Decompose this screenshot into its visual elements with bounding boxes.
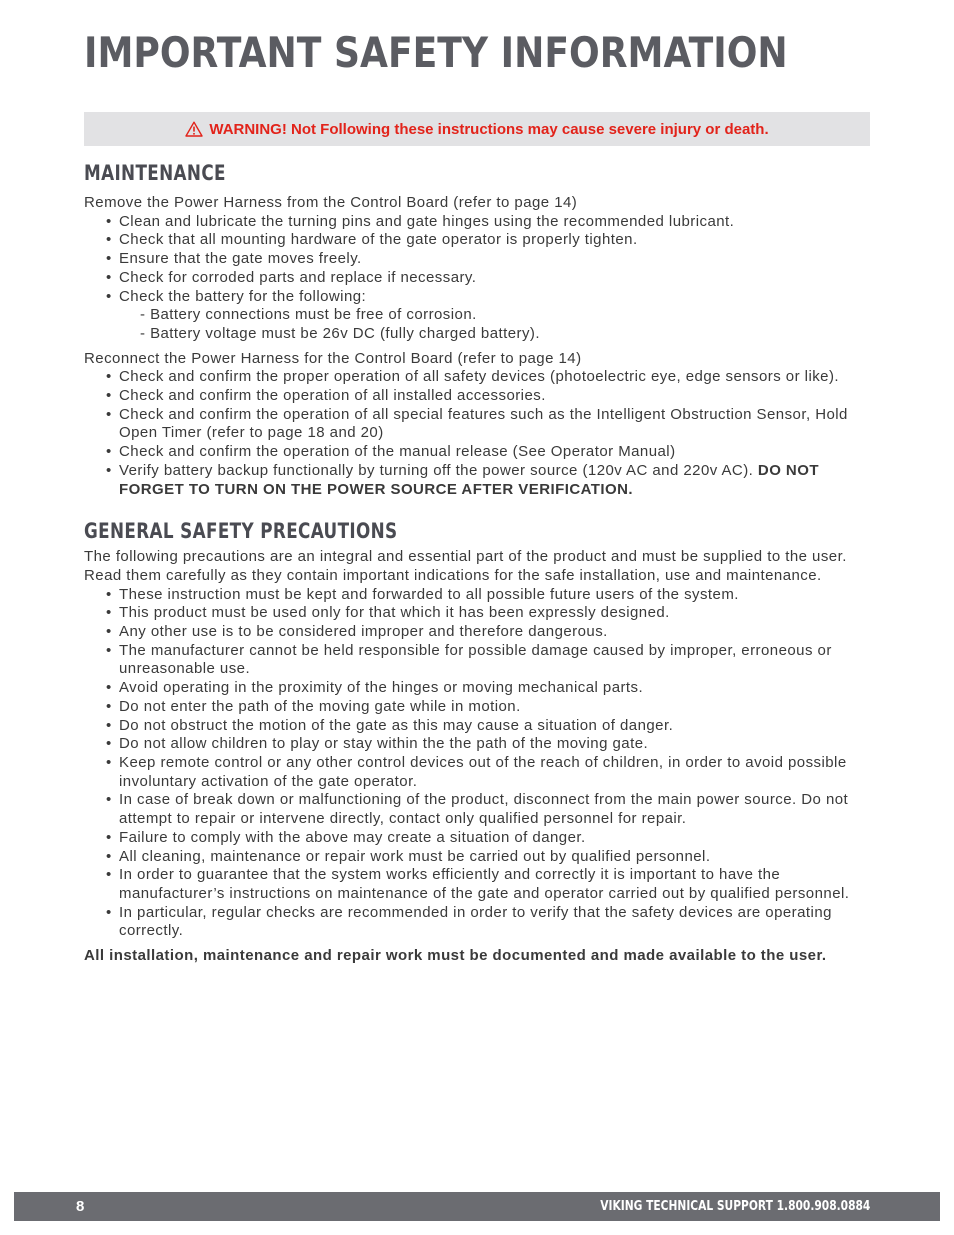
page-number: 8 [76,1198,85,1215]
list-item: • Check and confirm the operation of all special features such as the Intelligent Obstruction Sensor, Hold Open Timer (refer to page 18 and 20) [84,406,874,443]
maintenance-heading: MAINTENANCE [84,161,226,185]
maintenance-intro-remove: Remove the Power Harness from the Control Board (refer to page 14) [84,194,578,211]
footer-bar [14,1192,940,1221]
warning-text: WARNING! Not Following these instructions may cause severe injury or death. [209,120,769,138]
power-source-reminder: DO NOT FORGET TO TURN ON THE POWER SOURCE AFTER VERIFICATION. [119,461,819,498]
list-item: • Check that all mounting hardware of the gate operator is properly tighten. [84,231,874,250]
battery-sub-item: - Battery voltage must be 26v DC (fully charged battery). [140,324,540,342]
warning-triangle-icon [185,121,203,137]
list-item: • Check the battery for the following: [84,288,874,307]
support-contact: VIKING TECHNICAL SUPPORT 1.800.908.0884 [599,1199,870,1214]
list-item: • Check for corroded parts and replace if necessary. [84,269,874,288]
list-item: • In particular, regular checks are recommended in order to verify that the safety devices are operating correctly. [84,904,874,941]
list-item: • Do not enter the path of the moving gate while in motion. [84,698,874,717]
list-item: • Do not obstruct the motion of the gate as this may cause a situation of danger. [84,717,874,736]
maintenance-list-1 [84,213,874,344]
list-item: • Any other use is to be considered improper and therefore dangerous. [84,623,874,642]
maintenance-list-2 [84,368,874,499]
warning-banner [84,112,870,146]
general-precautions-list [84,586,874,941]
maintenance-intro-reconnect: Reconnect the Power Harness for the Control Board (refer to page 14) [84,349,582,367]
list-item: • Failure to comply with the above may create a situation of danger. [84,829,874,848]
battery-backup-text: Verify battery backup functionally by turning off the power source (120v AC and 220v AC). [119,461,754,479]
list-item: • Do not allow children to play or stay within the the path of the moving gate. [84,735,874,754]
list-item: • All cleaning, maintenance or repair work must be carried out by qualified personnel. [84,848,874,867]
list-item: • In case of break down or malfunctioning of the product, disconnect from the main power source. Do not attempt to repair or intervene directly, contact only qualified personnel for repair. [84,791,874,828]
list-item: • Ensure that the gate moves freely. [84,250,874,269]
page-title: IMPORTANT SAFETY INFORMATION [84,28,788,77]
general-intro: The following precautions are an integral and essential part of the product and must be supplied to the user. Read them carefully as they contain important indications for the safe installation, use and maintenance. [84,548,847,584]
list-item-battery-backup [84,462,874,499]
list-item: • Check and confirm the operation of the manual release (See Operator Manual) [84,443,874,462]
list-item: • In order to guarantee that the system works efficiently and correctly it is important to have the manufacturer’s instructions on maintenance of the gate and operator carried out by qualified personnel. [84,866,874,903]
list-item: • These instruction must be kept and forwarded to all possible future users of the system. [84,586,874,605]
general-precautions-heading: GENERAL SAFETY PRECAUTIONS [84,519,398,544]
list-item: • Check and confirm the proper operation of all safety devices (photoelectric eye, edge sensors or like). [84,368,874,387]
closing-statement: All installation, maintenance and repair work must be documented and made available to the user. [84,947,827,965]
list-item: • Keep remote control or any other control devices out of the reach of children, in order to avoid possible involuntary activation of the gate operator. [84,754,874,791]
battery-sub-item: - Battery connections must be free of corrosion. [140,306,477,324]
list-item: • Avoid operating in the proximity of the hinges or moving mechanical parts. [84,679,874,698]
list-item: • This product must be used only for that which it has been expressly designed. [84,604,874,623]
list-item: • Clean and lubricate the turning pins and gate hinges using the recommended lubricant. [84,213,874,232]
list-item: • The manufacturer cannot be held responsible for possible damage caused by improper, erroneous or unreasonable use. [84,642,874,679]
list-item: • Check and confirm the operation of all installed accessories. [84,387,874,406]
document-body [84,160,874,966]
